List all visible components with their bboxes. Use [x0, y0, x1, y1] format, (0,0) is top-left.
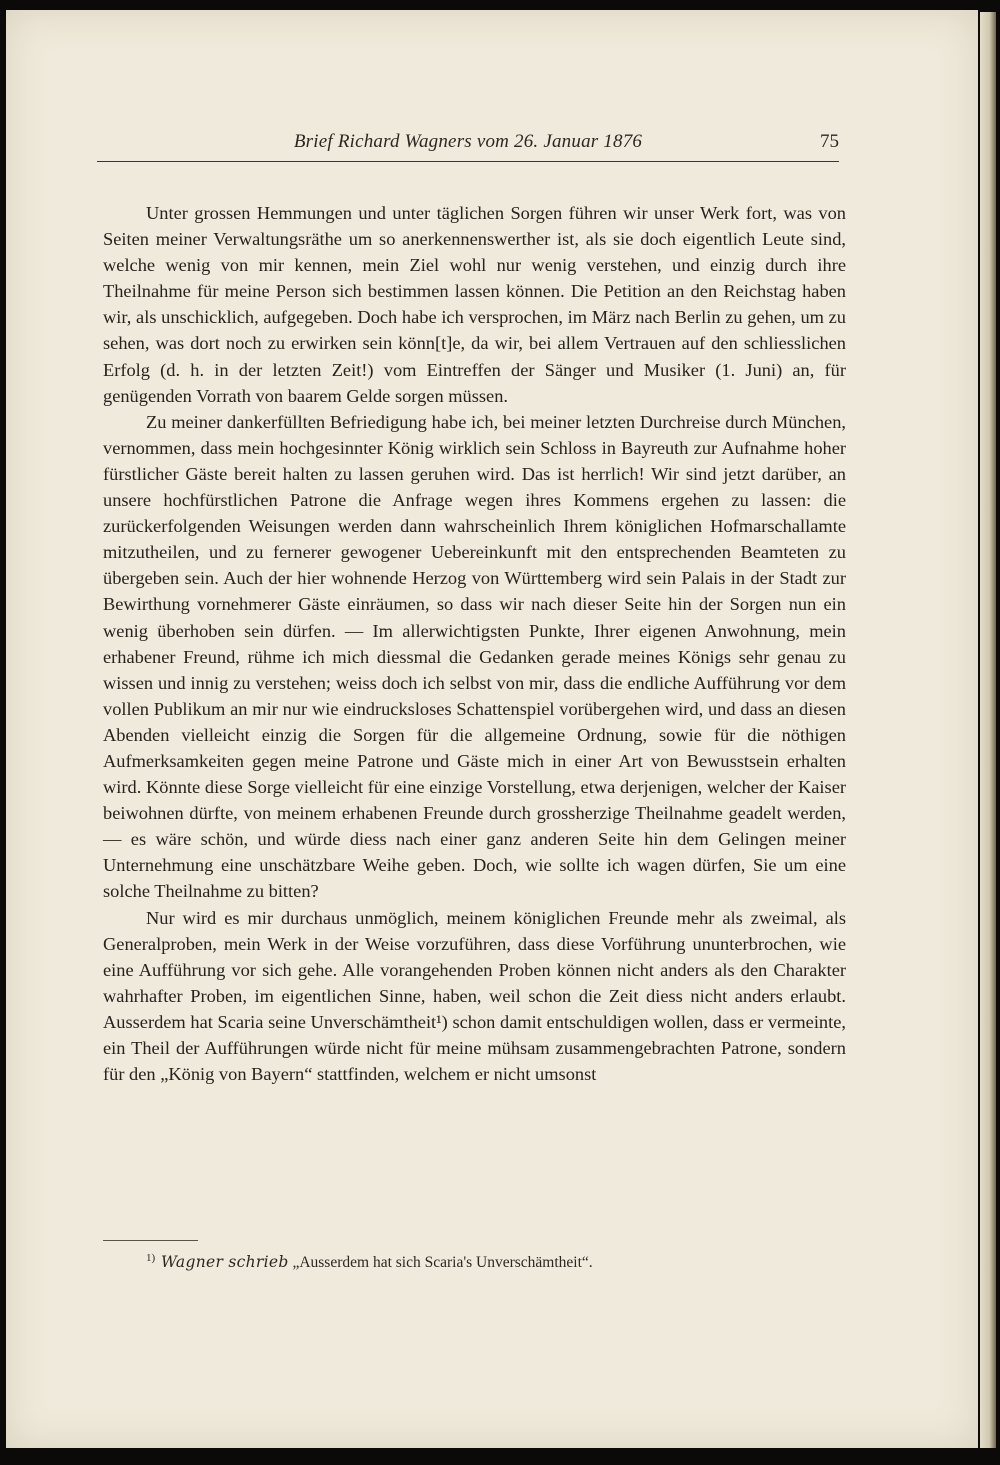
footnote-marker: 1)	[146, 1252, 156, 1264]
footnote-fraktur-lead: Wagner schrieb	[161, 1253, 289, 1272]
paragraph-2: Zu meiner dankerfüllten Befriedigung habe ich, bei meiner letzten Durchreise durch München, vernommen, dass mein hochgesinnter König wirklich sein Schloss in Bayreuth zur Aufnahme hoher fürstlicher Gäste bereit halten zu lassen geruhen wird. Das ist herrlich! Wir sind jetzt darüber, an unsere hochfürstlichen Patrone die Anfrage wegen ihres Kommens ergehen zu lassen: die zurückerfolgenden Weisungen werden dann wahrscheinlich Ihrem königlichen Hofmarschallamte mitzutheilen, und zu fernerer gewogener Uebereinkunft mit den entsprechenden Beamteten zu übergeben sein. Auch der hier wohnende Herzog von Württemberg wird sein Palais in der Stadt zur Bewirthung vornehmerer Gäste einräumen, so dass wir nach dieser Seite hin der Sorgen nun ein wenig überhoben sein dürfen. — Im allerwichtigsten Punkte, Ihrer eigenen Anwohnung, mein erhabener Freund, rühme ich mich diessmal die Gedanken gerade meines Königs sehr genau zu wissen und innig zu verstehen; weiss doch ich selbst von mir, dass die endliche Aufführung vor dem vollen Publikum an mir nur wie eindrucksloses Schattenspiel vorübergehen wird, und dass an diesen Abenden vielleicht einzig die Sorgen für die allgemeine Ordnung, sowie für die nöthigen Aufmerksamkeiten gegen meine Patrone und Gäste mich in einer Art von Bewusstsein erhalten wird. Könnte diese Sorge vielleicht für eine einzige Vorstellung, etwa derjenigen, welcher der Kaiser beiwohnen dürfte, von meinem erhabenen Freunde durch grossherzige Theilnahme geadelt werden, — es wäre schön, und würde diess nach einer ganz anderen Seite hin dem Gelingen meiner Unternehmung eine unschätzbare Weihe geben. Doch, wie sollte ich wagen dürfen, Sie um eine solche Theilnahme zu bitten?	[103, 411, 846, 902]
footnote-rule	[103, 1240, 198, 1241]
header-rule	[97, 161, 839, 162]
page-edge-shadow	[980, 12, 996, 1448]
footnote-text: „Ausserdem hat sich Scaria's Unverschämtheit“.	[292, 1254, 593, 1272]
paragraph-1: Unter grossen Hemmungen und unter täglichen Sorgen führen wir unser Werk fort, was von Seiten meiner Verwaltungsräthe um so anerkennenswerther ist, als sie doch eigentlich Leute sind, welche wenig von mir kennen, mein Ziel wohl nur wenig verstehen, und einzig durch ihre Theilnahme für meine Person sich bestimmen lassen können. Die Petition an den Reichstag haben wir, als unschicklich, aufgegeben. Doch habe ich versprochen, im März nach Berlin zu gehen, um zu sehen, was dort noch zu erwirken sein könn[t]e, da wir, bei allem Vertrauen auf den schliesslichen Erfolg (d. h. in der letzten Zeit!) vom Eintreffen der Sänger und Musiker (1. Juni) an, für genügenden Vorrath von baarem Gelde sorgen müssen.	[103, 203, 846, 406]
page-number: 75	[820, 131, 839, 152]
footnote	[146, 1252, 593, 1272]
paragraph-3: Nur wird es mir durchaus unmöglich, meinem königlichen Freunde mehr als zweimal, als Generalproben, mein Werk in der Weise vorzuführen, dass diese Vorführung ununterbrochen, wie eine Aufführung vor sich gehe. Alle vorangehenden Proben können nicht anders als den Charakter wahrhafter Proben, im eigentlichen Sinne, haben, weil schon die Zeit diess nicht anders erlaubt. Ausserdem hat Scaria seine Unverschämtheit¹) schon damit entschuldigen wollen, dass er vermeinte, ein Theil der Aufführungen würde nicht für meine mühsam zusammengebrachten Patrone, sondern für den „König von Bayern“ stattfinden, welchem er nicht umsonst	[103, 907, 846, 1085]
main-text	[103, 200, 846, 1087]
running-title: Brief Richard Wagners vom 26. Januar 1876	[293, 131, 643, 152]
running-header	[97, 131, 839, 161]
